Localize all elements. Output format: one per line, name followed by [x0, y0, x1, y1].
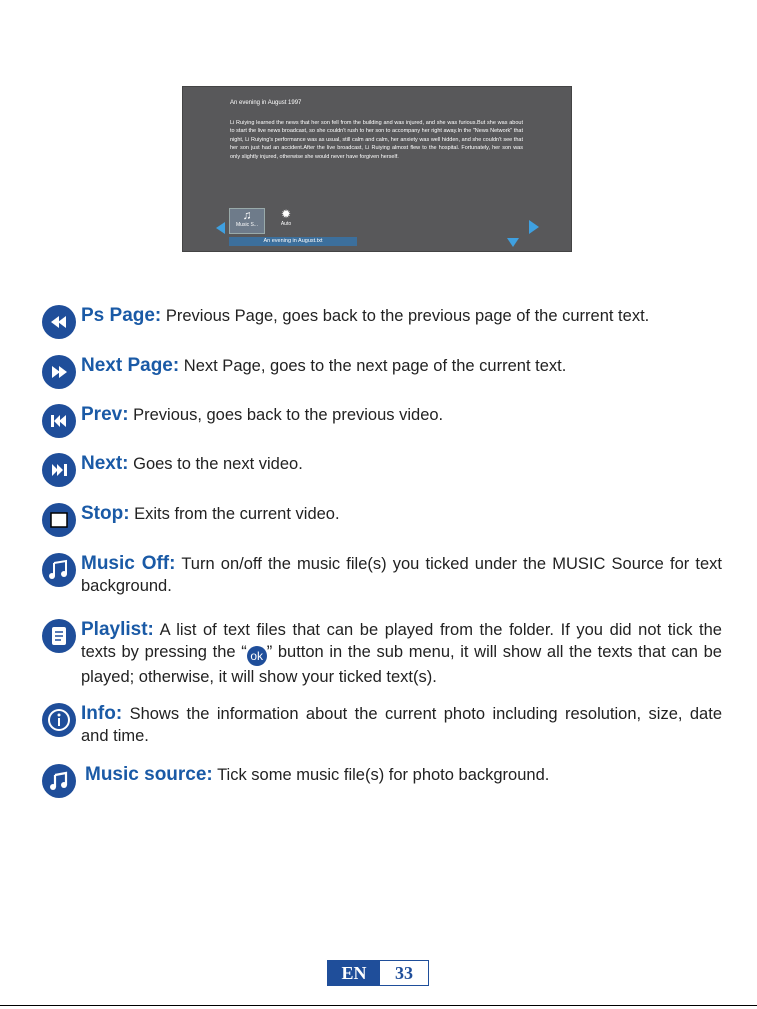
page-number-badge [327, 960, 429, 986]
page-number: 33 [380, 961, 428, 985]
legend-term: Ps Page: [81, 305, 162, 326]
legend-term: Stop: [81, 503, 130, 524]
next-page-icon [42, 355, 76, 389]
playlist-icon [42, 619, 76, 653]
legend-term: Prev: [81, 404, 129, 425]
music-note-icon: ♫ [242, 208, 252, 222]
music-source-button-label: Music S... [236, 222, 258, 228]
legend-term: Music source: [85, 764, 213, 785]
legend-desc: Turn on/off the music file(s) you ticked under the MUSIC Source for text background. [81, 555, 722, 595]
music-note-icon [42, 553, 76, 587]
next-track-icon [42, 453, 76, 487]
legend-desc: Previous Page, goes back to the previous page of the current text. [165, 307, 650, 325]
legend-term: Playlist: [81, 619, 154, 640]
info-icon [42, 703, 76, 737]
ok-button-icon: ok [247, 646, 267, 666]
legend-term: Next Page: [81, 355, 180, 376]
language-label: EN [328, 961, 380, 985]
legend-term: Music Off: [81, 553, 176, 574]
legend-desc: Goes to the next video. [133, 455, 303, 473]
left-arrow-icon[interactable] [216, 222, 225, 234]
file-name-bar: An evening in August.txt [229, 237, 357, 246]
legend-term: Info: [81, 703, 123, 724]
legend-desc-after: ” button in the sub menu, it will show all the texts that can be played; otherwise, it will show your ticked text(s). [81, 643, 722, 686]
legend-desc: Next Page, goes to the next page of the current text. [183, 357, 567, 375]
legend-desc: Tick some music file(s) for photo background. [217, 766, 550, 784]
screen-text-title: An evening in August 1997 [230, 100, 302, 106]
gear-icon: ✹ [280, 207, 292, 221]
stop-icon [42, 503, 76, 537]
down-arrow-icon[interactable] [507, 238, 519, 247]
legend-term: Next: [81, 453, 129, 474]
text-viewer-screenshot [182, 86, 572, 252]
screen-text-body: Li Ruiying learned the news that her son fell from the building and was injured, and she was furious.But she was about to start the live news broadcast, so she couldn't rush to her son to accompany her right away.In the "News Network" that night, Li Ruiying's performance was as usual, still calm and calm, her anxiety was well hidden, and she couldn't see that her son just had an accident.After the live broadcast, Li Ruiying almost flew to the hospital. Fortunately, her son was only slightly injured, otherwise she would never have forgiven herself. [230, 120, 523, 160]
legend-desc: Previous, goes back to the previous video. [133, 406, 444, 424]
music-source-icon [42, 764, 76, 798]
auto-button[interactable] [269, 208, 303, 232]
legend-desc-before: A list of text files that can be played from the folder. If you did not tick the texts by pressing the “ [81, 621, 722, 661]
legend-desc: Shows the information about the current photo including resolution, size, date and time. [81, 705, 722, 745]
legend-desc: Exits from the current video. [134, 505, 340, 523]
bottom-divider [0, 1005, 757, 1006]
right-arrow-icon[interactable] [529, 220, 539, 234]
previous-page-icon [42, 305, 76, 339]
previous-track-icon [42, 404, 76, 438]
music-source-button[interactable] [229, 208, 265, 234]
auto-button-label: Auto [280, 221, 292, 227]
